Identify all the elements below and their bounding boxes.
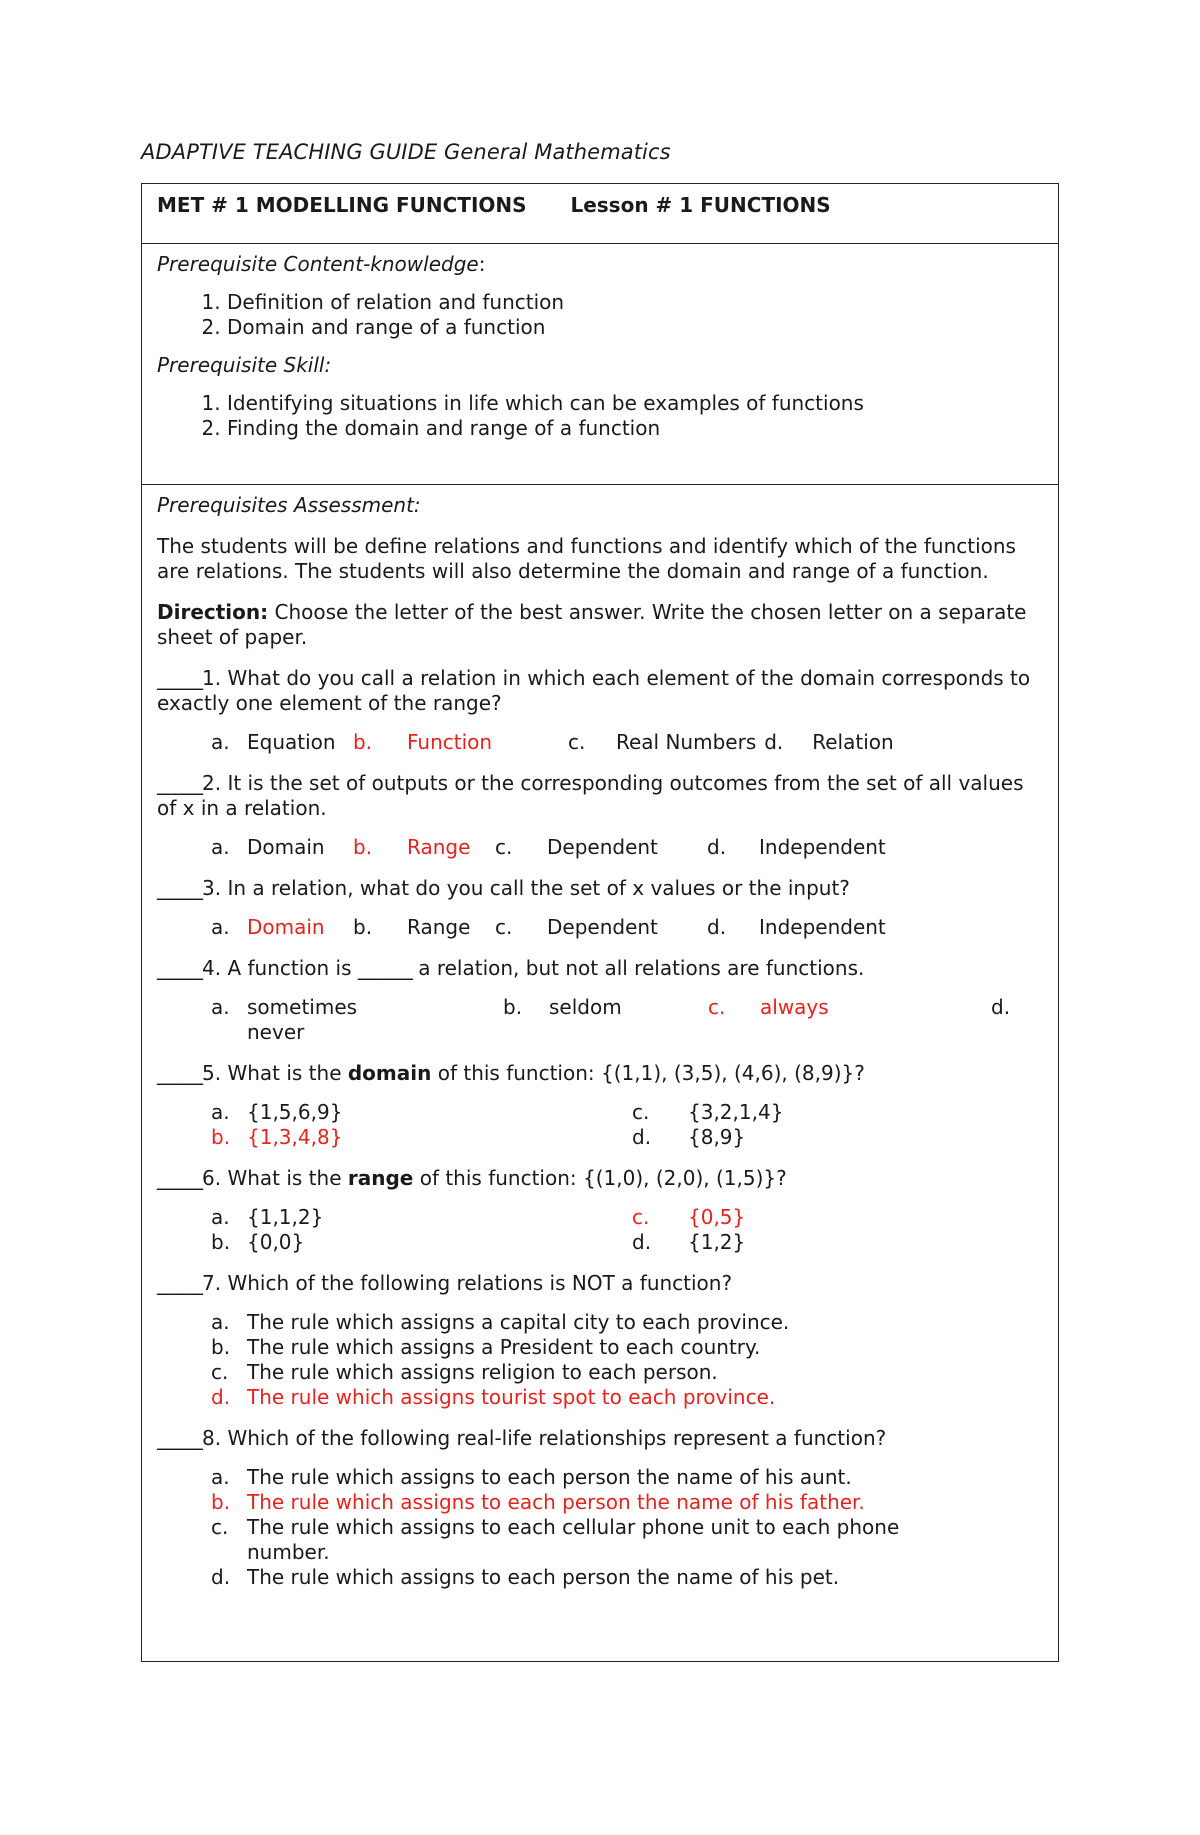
document-title: ADAPTIVE TEACHING GUIDE General Mathematics [141, 140, 671, 164]
list-item: 2. Finding the domain and range of a function [227, 416, 1043, 441]
skill-list [157, 391, 1043, 441]
assessment-row [142, 485, 1058, 1590]
assessment-heading: Prerequisites Assessment: [157, 493, 421, 517]
question-8: _____8. Which of the following real-life relationships represent a function? [157, 1426, 887, 1450]
skill-heading: Prerequisite Skill: [157, 353, 332, 377]
content-knowledge-list [157, 290, 1043, 340]
question-2: _____2. It is the set of outputs or the corresponding outcomes from the set of all values of x in a relation. [157, 771, 1024, 820]
assessment-intro: The students will be define relations and functions and identify which of the functions are relations. The students will also determine the domain and range of a function. [157, 534, 1016, 583]
question-3: _____3. In a relation, what do you call the set of x values or the input? [157, 876, 850, 900]
q4-options: a. sometimes b. seldom c. always d. never [211, 995, 1011, 1044]
question-1: _____1. What do you call a relation in which each element of the domain corresponds to exactly one element of the range? [157, 666, 1031, 715]
prerequisites-row [142, 244, 1058, 485]
q7-options: a. The rule which assigns a capital city to each province. b. The rule which assigns a President to each country. c. The rule which assigns religion to each person. d. The rule which assigns tourist spot to each province. [211, 1310, 790, 1409]
q5-options: a. {1,5,6,9} c. {3,2,1,4} b. {1,3,4,8} d. {8,9} [211, 1100, 784, 1149]
met-title: MET # 1 MODELLING FUNCTIONS [157, 193, 527, 217]
question-6: _____6. What is the range of this function: {(1,0), (2,0), (1,5)}? [157, 1166, 787, 1190]
lesson-title: Lesson # 1 FUNCTIONS [570, 193, 831, 217]
q2-options: a. Domain b. Range c. Dependent d. Independent [211, 835, 886, 859]
list-item: 1. Definition of relation and function [227, 290, 1043, 315]
question-4: _____4. A function is ______ a relation, but not all relations are functions. [157, 956, 865, 980]
q3-options: a. Domain b. Range c. Dependent d. Independent [211, 915, 886, 939]
q1-options: a. Equation b. Function c. Real Numbers d. Relation [211, 730, 894, 754]
lesson-table [141, 183, 1059, 1662]
lesson-header-row [142, 184, 1058, 244]
list-item: 2. Domain and range of a function [227, 315, 1043, 340]
question-7: _____7. Which of the following relations is NOT a function? [157, 1271, 733, 1295]
content-knowledge-heading: Prerequisite Content-knowledge: [157, 252, 486, 276]
q6-options: a. {1,1,2} c. {0,5} b. {0,0} d. {1,2} [211, 1205, 746, 1254]
q8-options: a. The rule which assigns to each person the name of his aunt. b. The rule which assigns to each person the name of his father. c. The rule which assigns to each cellular phone unit to each phone number. d. The rule which assigns to each person the name of his pet. [211, 1465, 900, 1589]
question-5: _____5. What is the domain of this function: {(1,1), (3,5), (4,6), (8,9)}? [157, 1061, 865, 1085]
direction: Direction: Choose the letter of the best answer. Write the chosen letter on a separate sheet of paper. [157, 600, 1027, 649]
list-item: 1. Identifying situations in life which can be examples of functions [227, 391, 1043, 416]
